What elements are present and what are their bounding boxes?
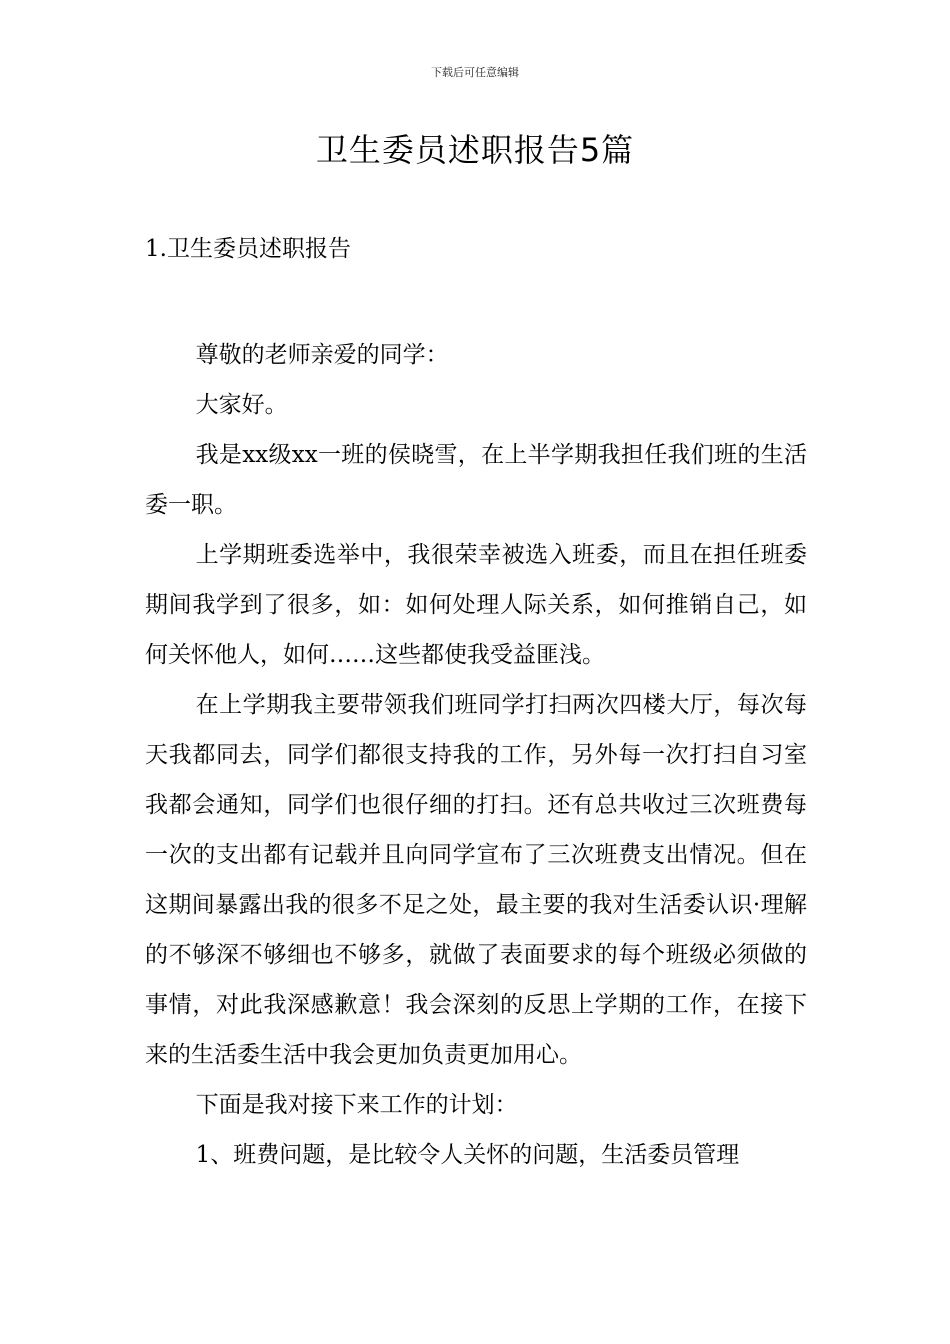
paragraph-greeting: 大家好。 — [195, 392, 288, 418]
header-note: 下载后可任意编辑 — [431, 66, 519, 79]
paragraph-salutation: 尊敬的老师亲爱的同学： — [195, 342, 449, 368]
paragraph-plan-intro: 下面是我对接下来工作的计划： — [195, 1092, 518, 1118]
paragraph-introduction: 我是xx级xx一班的侯晓雪，在上半学期我担任我们班的生活委一职。 — [145, 442, 807, 518]
paragraph-work-summary: 在上学期我主要带领我们班同学打扫两次四楼大厅，每次每天我都同去，同学们都很支持我的工作，另外每一次打扫自习室我都会通知，同学们也很仔细的打扫。还有总共收过三次班费每一次的支出都有记载并且向同学宣布了三次班费支出情况。但在这期间暴露出我的很多不足之处，最主要的我对生活委认识·理解的不够深不够细也不够多，就做了表面要求的每个班级必须做的事情，对此我深感歉意！我会深刻的反思上学期的工作，在接下来的生活委生活中我会更加负责更加用心。 — [145, 692, 807, 1068]
paragraph-election: 上学期班委选举中，我很荣幸被选入班委，而且在担任班委期间我学到了很多，如：如何处理人际关系，如何推销自己，如何关怀他人，如何……这些都使我受益匪浅。 — [145, 542, 807, 668]
document-title: 卫生委员述职报告5篇 — [315, 131, 635, 169]
paragraph-plan-item-1: 1、班费问题，是比较令人关怀的问题，生活委员管理 — [195, 1142, 740, 1168]
section-heading: 1.卫生委员述职报告 — [145, 236, 351, 262]
document-body — [145, 330, 807, 1180]
